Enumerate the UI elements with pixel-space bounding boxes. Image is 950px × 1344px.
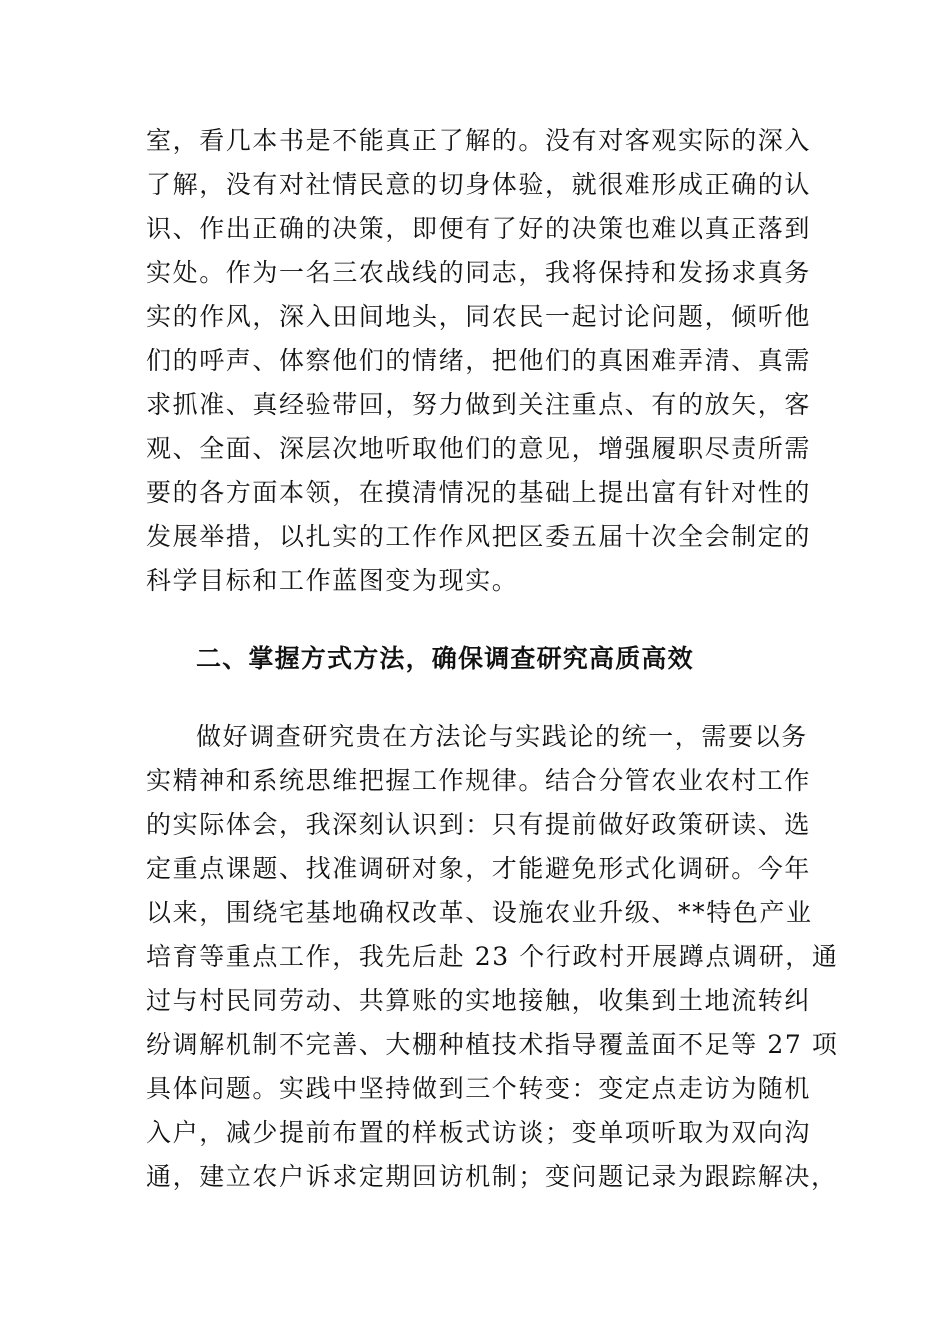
paragraph-2-line: 做好调查研究贵在方法论与实践论的统一，需要以务 xyxy=(196,722,808,751)
paragraph-1-line: 求抓准、真经验带回，努力做到关注重点、有的放矢，客 xyxy=(146,390,812,419)
paragraph-2-line: 具体问题。实践中坚持做到三个转变：变定点走访为随机 xyxy=(146,1074,812,1103)
paragraph-2-line: 纷调解机制不完善、大棚种植技术指导覆盖面不足等 27 项 xyxy=(146,1030,839,1059)
paragraph-1-line: 科学目标和工作蓝图变为现实。 xyxy=(146,566,519,595)
paragraph-1-line: 发展举措，以扎实的工作作风把区委五届十次全会制定的 xyxy=(146,522,812,551)
paragraph-1-line: 要的各方面本领，在摸清情况的基础上提出富有针对性的 xyxy=(146,478,812,507)
paragraph-1-line: 室，看几本书是不能真正了解的。没有对客观实际的深入 xyxy=(146,126,812,155)
paragraph-2-line: 的实际体会，我深刻认识到：只有提前做好政策研读、选 xyxy=(146,810,812,839)
paragraph-2-line: 定重点课题、找准调研对象，才能避免形式化调研。今年 xyxy=(146,854,812,883)
paragraph-1-line: 观、全面、深层次地听取他们的意见，增强履职尽责所需 xyxy=(146,434,812,463)
paragraph-1-line: 实的作风，深入田间地头，同农民一起讨论问题，倾听他 xyxy=(146,302,812,331)
paragraph-1-line: 实处。作为一名三农战线的同志，我将保持和发扬求真务 xyxy=(146,258,812,287)
paragraph-2-line: 实精神和系统思维把握工作规律。结合分管农业农村工作 xyxy=(146,766,812,795)
paragraph-1-line: 了解，没有对社情民意的切身体验，就很难形成正确的认 xyxy=(146,170,812,199)
paragraph-2-line: 入户，减少提前布置的样板式访谈；变单项听取为双向沟 xyxy=(146,1118,812,1147)
paragraph-2-line: 通，建立农户诉求定期回访机制；变问题记录为跟踪解决， xyxy=(146,1162,838,1191)
paragraph-2-line: 过与村民同劳动、共算账的实地接触，收集到土地流转纠 xyxy=(146,986,812,1015)
paragraph-1-line: 识、作出正确的决策，即便有了好的决策也难以真正落到 xyxy=(146,214,812,243)
paragraph-2-line: 培育等重点工作，我先后赴 23 个行政村开展蹲点调研，通 xyxy=(146,942,839,971)
section-heading: 二、掌握方式方法，确保调查研究高质高效 xyxy=(196,644,694,673)
paragraph-1-line: 们的呼声、体察他们的情绪，把他们的真困难弄清、真需 xyxy=(146,346,812,375)
paragraph-2-line: 以来，围绕宅基地确权改革、设施农业升级、**特色产业 xyxy=(146,898,813,927)
